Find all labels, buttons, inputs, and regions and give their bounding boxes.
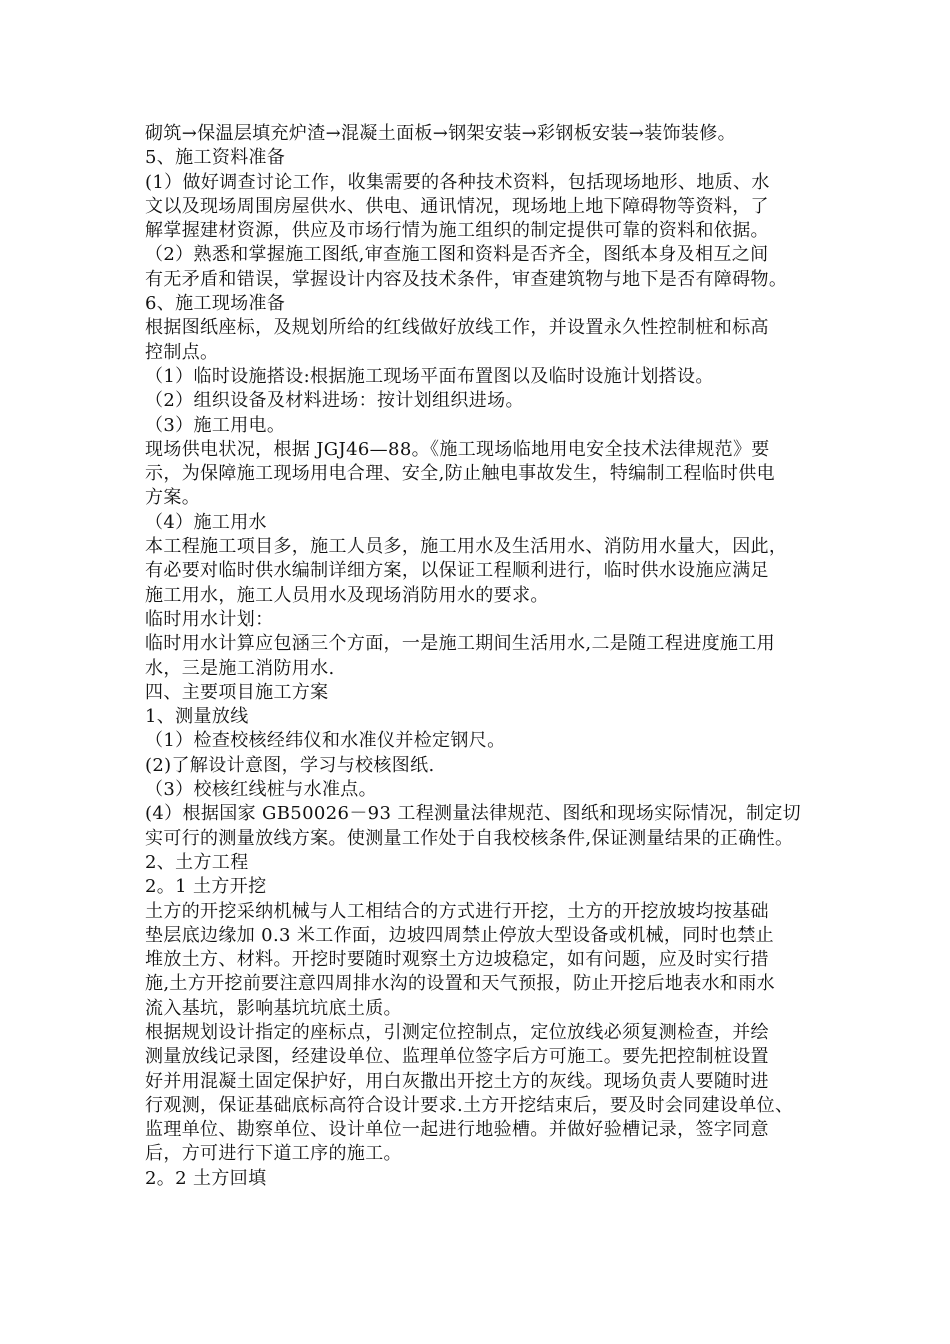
text-line: （1）临时设施搭设:根据施工现场平面布置图以及临时设施计划搭设。 [145, 365, 714, 387]
subsection-heading: 2。2 土方回填 [145, 1167, 267, 1189]
text-line: 施工用水，施工人员用水及现场消防用水的要求。 [145, 584, 549, 606]
text-line: 本工程施工项目多，施工人员多，施工用水及生活用水、消防用水量大，因此， [145, 536, 788, 558]
text-line: （1）检查校核经纬仪和水准仪并检定钢尺。 [145, 730, 506, 752]
text-line: 控制点。 [145, 341, 219, 363]
text-line: 示，为保障施工现场用电合理、安全,防止触电事故发生，特编制工程临时供电 [145, 463, 775, 485]
section-heading: 5、施工资料准备 [145, 147, 286, 169]
text-line: 有无矛盾和错误，掌握设计内容及技术条件，审查建筑物与地下是否有障碍物。 [145, 268, 788, 290]
text-line: 砌筑→保温层填充炉渣→混凝土面板→钢架安装→彩钢板安装→装饰装修。 [145, 123, 736, 144]
chapter-heading: 四、主要项目施工方案 [145, 681, 329, 703]
text-line: （2）熟悉和掌握施工图纸,审查施工图和资料是否齐全，图纸本身及相互之间 [145, 244, 769, 266]
text-line: 临时用水计划： [145, 608, 274, 630]
document-body [145, 122, 825, 1191]
text-line: 根据规划设计指定的座标点，引测定位控制点，定位放线必须复测检查，并绘 [145, 1021, 769, 1043]
text-line: （3）施工用电。 [145, 414, 286, 436]
text-line: （3）校核红线桩与水准点。 [145, 779, 378, 801]
text-line: 方案。 [145, 487, 201, 509]
text-line: (2)了解设计意图，学习与校核图纸. [145, 754, 435, 776]
text-line: 流入基坑，影响基坑坑底土质。 [145, 997, 402, 1019]
text-line: 土方的开挖采纳机械与人工相结合的方式进行开挖，土方的开挖放坡均按基础 [145, 900, 769, 922]
text-line: 堆放土方、材料。开挖时要随时观察土方边坡稳定，如有问题，应及时实行措 [145, 949, 769, 971]
text-line: 好并用混凝土固定保护好，用白灰撒出开挖土方的灰线。现场负责人要随时进 [145, 1070, 769, 1092]
text-line: 后，方可进行下道工序的施工。 [145, 1143, 402, 1165]
text-line: (1）做好调查讨论工作，收集需要的各种技术资料，包括现场地形、地质、水 [145, 171, 770, 193]
text-line: 施,土方开挖前要注意四周排水沟的设置和天气预报，防止开挖后地表水和雨水 [145, 973, 775, 995]
section-heading: 6、施工现场准备 [145, 293, 286, 315]
text-line: 测量放线记录图，经建设单位、监理单位签字后方可施工。要先把控制桩设置 [145, 1046, 769, 1068]
text-line: 行观测，保证基础底标高符合设计要求.土方开挖结束后，要及时会同建设单位、 [145, 1094, 794, 1116]
subsection-heading: 2。1 土方开挖 [145, 876, 267, 898]
text-line: （2）组织设备及材料进场：按计划组织进场。 [145, 390, 524, 412]
text-line: 有必要对临时供水编制详细方案，以保证工程顺利进行，临时供水设施应满足 [145, 560, 769, 582]
section-heading: 1、测量放线 [145, 706, 249, 728]
text-line: (4）根据国家 GB50026－93 工程测量法律规范、图纸和现场实际情况，制定切 [145, 803, 802, 825]
text-line: 实可行的测量放线方案。使测量工作处于自我校核条件,保证测量结果的正确性。 [145, 827, 794, 849]
text-line: （4）施工用水 [145, 511, 267, 533]
text-line: 现场供电状况，根据 JGJ46—88。《施工现场临地用电安全技术法律规范》要 [145, 438, 770, 460]
text-line: 水，三是施工消防用水. [145, 657, 335, 679]
text-line: 监理单位、勘察单位、设计单位一起进行地验槽。并做好验槽记录，签字同意 [145, 1119, 769, 1141]
text-line: 垫层底边缘加 0.3 米工作面，边坡四周禁止停放大型设备或机械，同时也禁止 [145, 924, 775, 946]
text-line: 解掌握建材资源，供应及市场行情为施工组织的制定提供可靠的资料和依据。 [145, 220, 769, 242]
text-line: 文以及现场周围房屋供水、供电、通讯情况，现场地上地下障碍物等资料，了 [145, 195, 769, 217]
text-line: 根据图纸座标，及规划所给的红线做好放线工作，并设置永久性控制桩和标高 [145, 317, 769, 339]
text-line: 临时用水计算应包涵三个方面，一是施工期间生活用水,二是随工程进度施工用 [145, 633, 775, 655]
section-heading: 2、土方工程 [145, 851, 249, 873]
